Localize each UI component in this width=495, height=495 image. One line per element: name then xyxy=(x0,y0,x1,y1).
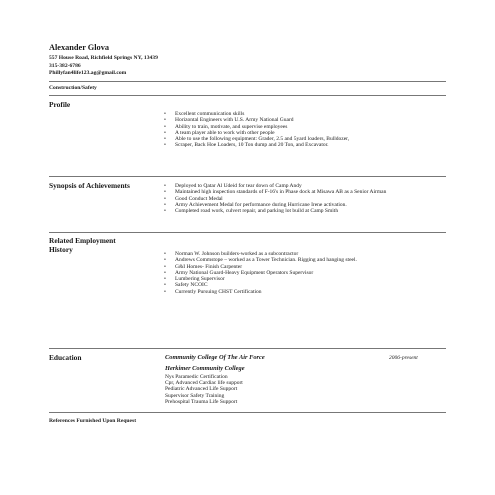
education-line: Pediatric Advanced Life Support xyxy=(165,386,238,393)
applicant-name: Alexander Glova xyxy=(49,43,109,52)
list-item: • Ability to train, motivate, and supervise employees xyxy=(164,124,424,130)
list-item: • Army National Guard-Heavy Equipment Operators Supervisor xyxy=(164,270,404,276)
list-item: • Maintained high inspection standards of F-16's in Phase dock at Misawa AB as a Senior Airman xyxy=(164,189,432,195)
section-title-achievements: Synopsis of Achievements xyxy=(49,181,130,190)
objective: Construction/Safety xyxy=(49,85,97,91)
address: 557 House Road, Richfield Springs NY, 13439 xyxy=(49,55,158,61)
list-item: • Excellent communication skills xyxy=(164,111,424,117)
list-item: • Completed road work, culvert repair, and parking lot build at Camp Smith xyxy=(164,208,432,214)
divider xyxy=(49,95,446,96)
list-item: • Safety NCOIC xyxy=(164,282,404,288)
list-item: • G&I Homes- Finish Carpenter xyxy=(164,264,404,270)
list-item: • Norman W. Johnson builders-worked as a subcontractor xyxy=(164,251,404,257)
education-line: Nys Paramedic Certification xyxy=(165,374,228,380)
references-note: References Furnished Upon Request xyxy=(49,418,137,424)
section-title-employment: Related Employment History xyxy=(49,236,116,254)
institution-name: Herkimer Community College xyxy=(165,365,245,372)
list-item: • Andrews Commstope – worked as a Tower Technician. Rigging and hanging steel. xyxy=(164,257,404,263)
list-item: • Deployed to Qatar Al Udeid for tear down of Camp Andy xyxy=(164,183,432,189)
education-line: Supervisor Safety Training xyxy=(165,392,225,399)
divider xyxy=(49,412,446,413)
list-item: • Lumbering Supervisor xyxy=(164,276,404,282)
divider xyxy=(49,176,446,177)
divider xyxy=(49,348,446,349)
list-item-continuation: • Scraper, Back Hoe Loaders, 10 Ton dump and 20 Ton, and Excavator. xyxy=(164,142,424,148)
list-item: • Horizontal Engineers with U.S. Army National Guard xyxy=(164,117,424,123)
list-item: • Currently Pursuing CHST Certification xyxy=(164,289,404,295)
divider xyxy=(49,81,446,82)
email[interactable]: Phillyfan4life123.ag@gmail.com xyxy=(49,70,127,76)
list-item: • Army Achievement Medal for performance during Hurricane Irene activation. xyxy=(164,202,432,208)
list-item: • Able to use the following equipment: Grader, 2.5 and 5yard loaders, Bulldozer, xyxy=(164,136,424,142)
education-details xyxy=(165,374,243,405)
section-title-profile: Profile xyxy=(49,100,71,109)
education-date: 2006-present xyxy=(389,355,418,361)
education-line: Cpr, Advanced Cardiac life support xyxy=(165,380,243,387)
divider xyxy=(49,232,446,233)
achievements-list xyxy=(164,183,432,214)
profile-list xyxy=(164,111,424,149)
list-item: • Good Conduct Medal xyxy=(164,196,432,202)
education-line: Prehospital Trauma Life Support xyxy=(165,398,238,405)
phone: 315-382-6786 xyxy=(49,63,81,69)
section-title-education: Education xyxy=(49,353,82,362)
list-item: • A team player able to work with other people xyxy=(164,130,424,136)
employment-list xyxy=(164,251,404,295)
institution-name: Community College Of The Air Force xyxy=(165,354,265,361)
